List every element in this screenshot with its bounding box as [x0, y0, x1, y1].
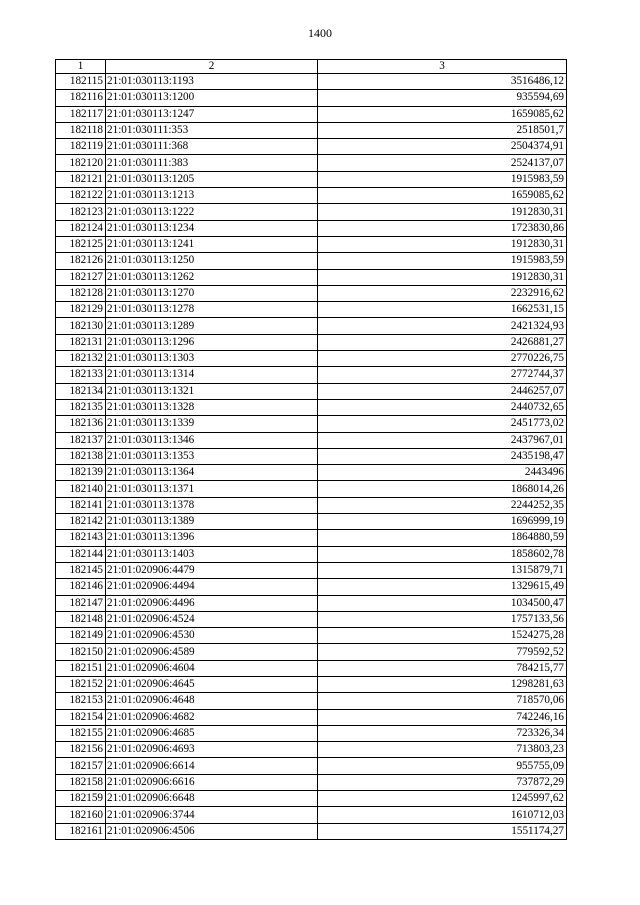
cadastral-number-cell: 21:01:030113:1321: [106, 383, 318, 399]
row-number-cell: 182131: [56, 334, 106, 350]
row-number-cell: 182149: [56, 628, 106, 644]
row-number-cell: 182140: [56, 481, 106, 497]
value-cell: 1551174,27: [318, 823, 567, 839]
table-row: [56, 676, 567, 692]
cadastral-number-cell: 21:01:020906:4604: [106, 660, 318, 676]
value-cell: 1912830,31: [318, 269, 567, 285]
cadastral-number-cell: 21:01:030113:1278: [106, 302, 318, 318]
table-row: [56, 106, 567, 122]
cadastral-number-cell: 21:01:020906:3744: [106, 807, 318, 823]
cadastral-number-cell: 21:01:020906:4506: [106, 823, 318, 839]
row-number-cell: 182152: [56, 676, 106, 692]
value-cell: 2435198,47: [318, 448, 567, 464]
row-number-cell: 182137: [56, 432, 106, 448]
cadastral-number-cell: 21:01:030113:1234: [106, 220, 318, 236]
table-row: [56, 758, 567, 774]
value-cell: 1915983,59: [318, 171, 567, 187]
table-row: [56, 660, 567, 676]
value-cell: 2421324,93: [318, 318, 567, 334]
cadastral-number-cell: 21:01:020906:4589: [106, 644, 318, 660]
value-cell: 2232916,62: [318, 285, 567, 301]
cadastral-number-cell: 21:01:030113:1389: [106, 514, 318, 530]
row-number-cell: 182141: [56, 497, 106, 513]
row-number-cell: 182129: [56, 302, 106, 318]
row-number-cell: 182115: [56, 74, 106, 90]
cadastral-number-cell: 21:01:020906:4685: [106, 725, 318, 741]
table-row: [56, 188, 567, 204]
value-cell: 2451773,02: [318, 416, 567, 432]
cadastral-number-cell: 21:01:020906:4496: [106, 595, 318, 611]
table-row: [56, 709, 567, 725]
table-row: [56, 399, 567, 415]
table-row: [56, 481, 567, 497]
row-number-cell: 182119: [56, 139, 106, 155]
cadastral-number-cell: 21:01:020906:4645: [106, 676, 318, 692]
row-number-cell: 182148: [56, 611, 106, 627]
cadastral-number-cell: 21:01:030113:1303: [106, 351, 318, 367]
table-row: [56, 530, 567, 546]
row-number-cell: 182136: [56, 416, 106, 432]
table-row: [56, 465, 567, 481]
row-number-cell: 182151: [56, 660, 106, 676]
cadastral-number-cell: 21:01:030113:1396: [106, 530, 318, 546]
row-number-cell: 182139: [56, 465, 106, 481]
value-cell: 742246,16: [318, 709, 567, 725]
cadastral-number-cell: 21:01:020906:6616: [106, 774, 318, 790]
cadastral-number-cell: 21:01:030113:1353: [106, 448, 318, 464]
table-row: [56, 416, 567, 432]
table-row: [56, 725, 567, 741]
value-cell: 1034500,47: [318, 595, 567, 611]
value-cell: 1659085,62: [318, 188, 567, 204]
value-cell: 2244252,35: [318, 497, 567, 513]
value-cell: 3516486,12: [318, 74, 567, 90]
cadastral-number-cell: 21:01:030113:1378: [106, 497, 318, 513]
value-cell: 1610712,03: [318, 807, 567, 823]
value-cell: 2772744,37: [318, 367, 567, 383]
row-number-cell: 182124: [56, 220, 106, 236]
row-number-cell: 182130: [56, 318, 106, 334]
row-number-cell: 182147: [56, 595, 106, 611]
cadastral-number-cell: 21:01:030113:1262: [106, 269, 318, 285]
row-number-cell: 182154: [56, 709, 106, 725]
row-number-cell: 182120: [56, 155, 106, 171]
cadastral-number-cell: 21:01:030113:1250: [106, 253, 318, 269]
cadastral-number-cell: 21:01:020906:4494: [106, 579, 318, 595]
table-row: [56, 171, 567, 187]
table-row: [56, 595, 567, 611]
row-number-cell: 182118: [56, 122, 106, 138]
table-header-row: [56, 60, 567, 74]
row-number-cell: 182150: [56, 644, 106, 660]
row-number-cell: 182146: [56, 579, 106, 595]
cadastral-number-cell: 21:01:030113:1314: [106, 367, 318, 383]
cadastral-number-cell: 21:01:020906:4693: [106, 742, 318, 758]
table-row: [56, 448, 567, 464]
row-number-cell: 182117: [56, 106, 106, 122]
row-number-cell: 182121: [56, 171, 106, 187]
value-cell: 2518501,7: [318, 122, 567, 138]
table-body: [56, 74, 567, 840]
row-number-cell: 182145: [56, 562, 106, 578]
cadastral-number-cell: 21:01:020906:4682: [106, 709, 318, 725]
row-number-cell: 182125: [56, 236, 106, 252]
value-cell: 2440732,65: [318, 399, 567, 415]
cadastral-number-cell: 21:01:030111:353: [106, 122, 318, 138]
cadastral-number-cell: 21:01:030113:1289: [106, 318, 318, 334]
row-number-cell: 182132: [56, 351, 106, 367]
row-number-cell: 182157: [56, 758, 106, 774]
value-cell: 1757133,56: [318, 611, 567, 627]
cadastral-number-cell: 21:01:030113:1200: [106, 90, 318, 106]
row-number-cell: 182123: [56, 204, 106, 220]
table-row: [56, 628, 567, 644]
row-number-cell: 182142: [56, 514, 106, 530]
row-number-cell: 182159: [56, 791, 106, 807]
cadastral-number-cell: 21:01:020906:4648: [106, 693, 318, 709]
value-cell: 1245997,62: [318, 791, 567, 807]
value-cell: 2504374,91: [318, 139, 567, 155]
value-cell: 2426881,27: [318, 334, 567, 350]
row-number-cell: 182122: [56, 188, 106, 204]
table-row: [56, 155, 567, 171]
cadastral-number-cell: 21:01:020906:6648: [106, 791, 318, 807]
value-cell: 1864880,59: [318, 530, 567, 546]
value-cell: 1298281,63: [318, 676, 567, 692]
cadastral-number-cell: 21:01:030113:1364: [106, 465, 318, 481]
value-cell: 1524275,28: [318, 628, 567, 644]
row-number-cell: 182127: [56, 269, 106, 285]
table-row: [56, 318, 567, 334]
value-cell: 784215,77: [318, 660, 567, 676]
value-cell: 955755,09: [318, 758, 567, 774]
cadastral-number-cell: 21:01:030113:1403: [106, 546, 318, 562]
row-number-cell: 182160: [56, 807, 106, 823]
value-cell: 718570,06: [318, 693, 567, 709]
cadastral-number-cell: 21:01:030113:1241: [106, 236, 318, 252]
value-cell: 935594,69: [318, 90, 567, 106]
row-number-cell: 182156: [56, 742, 106, 758]
value-cell: 1868014,26: [318, 481, 567, 497]
table-row: [56, 302, 567, 318]
cadastral-number-cell: 21:01:030113:1270: [106, 285, 318, 301]
table-row: [56, 823, 567, 839]
table-row: [56, 611, 567, 627]
table-row: [56, 351, 567, 367]
value-cell: 1315879,71: [318, 562, 567, 578]
table-row: [56, 807, 567, 823]
value-cell: 1662531,15: [318, 302, 567, 318]
cadastral-number-cell: 21:01:030113:1193: [106, 74, 318, 90]
table-row: [56, 693, 567, 709]
row-number-cell: 182155: [56, 725, 106, 741]
table-row: [56, 285, 567, 301]
table-row: [56, 774, 567, 790]
table-row: [56, 122, 567, 138]
value-cell: 723326,34: [318, 725, 567, 741]
table-row: [56, 253, 567, 269]
row-number-cell: 182153: [56, 693, 106, 709]
value-cell: 1912830,31: [318, 236, 567, 252]
cadastral-number-cell: 21:01:030113:1205: [106, 171, 318, 187]
cadastral-number-cell: 21:01:030113:1339: [106, 416, 318, 432]
cadastral-number-cell: 21:01:030113:1296: [106, 334, 318, 350]
table-row: [56, 367, 567, 383]
table-row: [56, 334, 567, 350]
row-number-cell: 182158: [56, 774, 106, 790]
row-number-cell: 182144: [56, 546, 106, 562]
value-cell: 1912830,31: [318, 204, 567, 220]
cadastral-number-cell: 21:01:020906:4524: [106, 611, 318, 627]
row-number-cell: 182128: [56, 285, 106, 301]
row-number-cell: 182126: [56, 253, 106, 269]
table-row: [56, 74, 567, 90]
table-row: [56, 204, 567, 220]
table-row: [56, 562, 567, 578]
value-cell: 1915983,59: [318, 253, 567, 269]
table-row: [56, 497, 567, 513]
cadastral-number-cell: 21:01:030111:383: [106, 155, 318, 171]
table-row: [56, 432, 567, 448]
row-number-cell: 182116: [56, 90, 106, 106]
row-number-cell: 182134: [56, 383, 106, 399]
value-cell: 2770226,75: [318, 351, 567, 367]
cadastral-number-cell: 21:01:030113:1247: [106, 106, 318, 122]
table-row: [56, 644, 567, 660]
value-cell: 1329615,49: [318, 579, 567, 595]
value-cell: 1696999,19: [318, 514, 567, 530]
row-number-cell: 182135: [56, 399, 106, 415]
value-cell: 737872,29: [318, 774, 567, 790]
page-number: 1400: [308, 26, 332, 40]
table-row: [56, 383, 567, 399]
value-cell: 2443496: [318, 465, 567, 481]
value-cell: 779592,52: [318, 644, 567, 660]
value-cell: 713803,23: [318, 742, 567, 758]
table-row: [56, 139, 567, 155]
table-row: [56, 579, 567, 595]
cadastral-number-cell: 21:01:030113:1346: [106, 432, 318, 448]
value-cell: 2446257,07: [318, 383, 567, 399]
table-row: [56, 791, 567, 807]
row-number-cell: 182133: [56, 367, 106, 383]
row-number-cell: 182143: [56, 530, 106, 546]
table-row: [56, 269, 567, 285]
value-cell: 2524137,07: [318, 155, 567, 171]
row-number-cell: 182161: [56, 823, 106, 839]
cadastral-number-cell: 21:01:020906:4479: [106, 562, 318, 578]
table-row: [56, 546, 567, 562]
cadastral-number-cell: 21:01:020906:4530: [106, 628, 318, 644]
table-row: [56, 236, 567, 252]
cadastral-number-cell: 21:01:030113:1328: [106, 399, 318, 415]
table-row: [56, 514, 567, 530]
column-header-3: 3: [318, 60, 567, 74]
value-cell: 1723830,86: [318, 220, 567, 236]
data-table: [55, 59, 567, 840]
table-row: [56, 220, 567, 236]
table-row: [56, 742, 567, 758]
value-cell: 2437967,01: [318, 432, 567, 448]
value-cell: 1659085,62: [318, 106, 567, 122]
cadastral-number-cell: 21:01:030113:1371: [106, 481, 318, 497]
column-header-1: 1: [56, 60, 106, 74]
cadastral-number-cell: 21:01:020906:6614: [106, 758, 318, 774]
row-number-cell: 182138: [56, 448, 106, 464]
cadastral-number-cell: 21:01:030113:1222: [106, 204, 318, 220]
table-row: [56, 90, 567, 106]
column-header-2: 2: [106, 60, 318, 74]
cadastral-number-cell: 21:01:030111:368: [106, 139, 318, 155]
value-cell: 1858602,78: [318, 546, 567, 562]
cadastral-number-cell: 21:01:030113:1213: [106, 188, 318, 204]
